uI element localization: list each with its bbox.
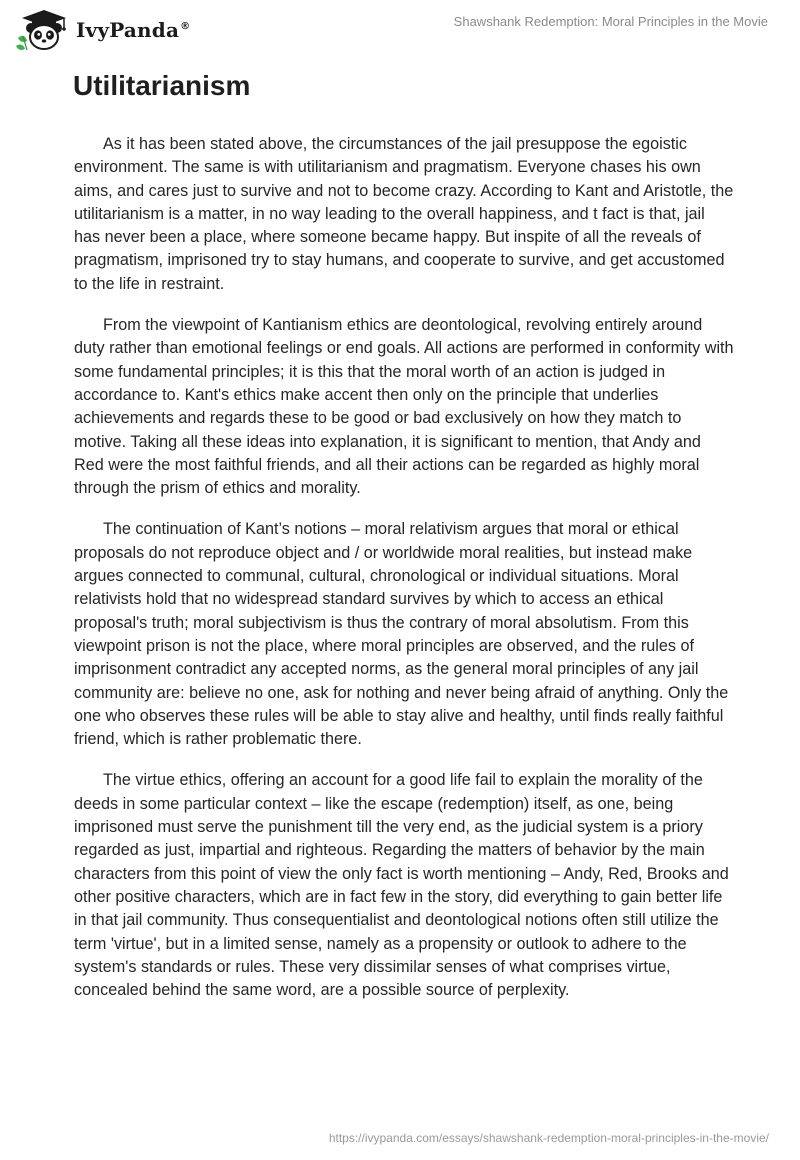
page-header: [0, 0, 800, 60]
brand-name: [76, 18, 190, 42]
ivypanda-logo[interactable]: [14, 8, 190, 52]
document-title: Shawshank Redemption: Moral Principles in the Movie: [453, 14, 768, 29]
paragraph: The virtue ethics, offering an account for a good life fail to explain the morality of the deeds in some particular context – like the escape (redemption) itself, as one, being imprisoned must serve the punishment till the very end, as the judicial system is a priory regarded as just, impartial and righteous. Regarding the matters of behavior by the main characters from this point of view the only fact is worth mentioning – Andy, Red, Brooks and other positive characters, which are in fact few in the story, did everything to gain better life in that jail community. Thus consequentialist and deontological notions often still utilize the term 'virtue', but in a limited sense, namely as a propensity or outlook to adhere to the system's standards or rules. These very dissimilar senses of what comprises virtue, concealed behind the same word, are a possible source of perplexity.: [74, 771, 729, 1000]
section-heading: Utilitarianism: [73, 70, 251, 101]
brand-text: IvyPanda: [76, 18, 180, 42]
paragraph: The continuation of Kant’s notions – moral relativism argues that moral or ethical proposals do not reproduce object and / or worldwide moral realities, but instead make argues connected to communal, cultural, chronological or individual situations. Moral relativists hold that no widespread standard survives by which to access an ethical proposal's truth; moral subjectivism is thus the contrary of moral absolutism. From this viewpoint prison is not the place, where moral principles are observed, and the rules of imprisonment contradict any accepted norms, as the general moral principles of any jail community are: believe no one, ask for nothing and never being afraid of anything. Only the one who observes these rules will be able to stay alive and healthy, until finds really faithful friend, which is rather problematic there.: [74, 520, 729, 749]
panda-graduate-icon: [14, 8, 70, 52]
paragraph: From the viewpoint of Kantianism ethics are deontological, revolving entirely around duty rather than emotional feelings or end goals. All actions are performed in conformity with some fundamental principles; it is this that the moral worth of an action is judged in accordance to. Kant's ethics make accent then only on the principle that underlies achievements and regards these to be good or bad exclusively on how they match to motive. Taking all these ideas into explanation, it is significant to mention, that Andy and Red were the most faithful friends, and all their actions can be regarded as highly moral through the prism of ethics and morality.: [74, 316, 734, 498]
registered-mark: ®: [180, 21, 191, 33]
source-url[interactable]: https://ivypanda.com/essays/shawshank-redemption-moral-principles-in-the-movie/: [328, 1131, 769, 1145]
paragraph: As it has been stated above, the circumstances of the jail presuppose the egoistic environment. The same is with utilitarianism and pragmatism. Everyone chases his own aims, and cares just to survive and not to become crazy. According to Kant and Aristotle, the utilitarianism is a matter, in no way leading to the overall happiness, and t fact is that, jail has never been a place, where someone became happy. But inspite of all the reveals of pragmatism, imprisoned try to stay humans, and cooperate to survive, and get accustomed to the life in restraint.: [74, 135, 734, 293]
essay-body: [74, 133, 734, 1020]
